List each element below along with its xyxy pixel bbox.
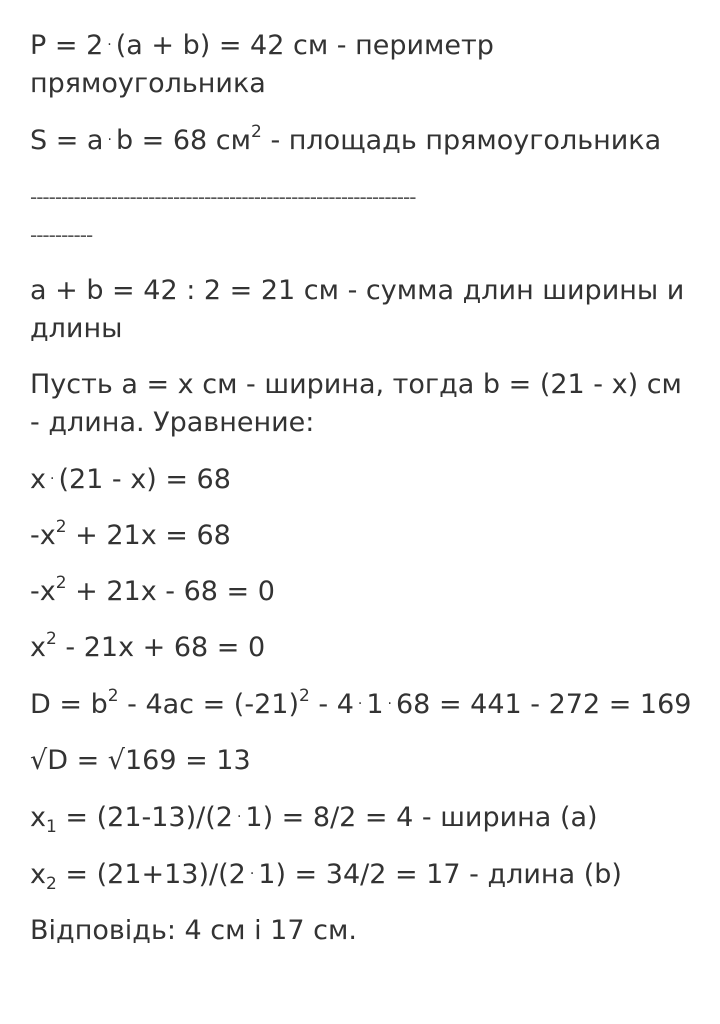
area-part: b = 68 см: [115, 125, 252, 156]
eq2-part: -x: [30, 520, 56, 551]
x1-part: 1) = 8/2 = 4 - ширина (a): [245, 802, 598, 833]
multiply-dot: ·: [49, 471, 55, 487]
disc-part: - 4ac = (-21): [118, 689, 299, 720]
solution-text: [30, 26, 700, 968]
equation-3: [30, 573, 700, 611]
area-part: - площадь прямоугольника: [261, 125, 662, 156]
area-line: [30, 121, 700, 160]
dashed-divider: [30, 178, 700, 254]
x2-subscript: 2: [45, 874, 57, 894]
perimeter-line: [30, 26, 700, 103]
x2-part: x: [30, 859, 46, 890]
divider-bottom: ----------: [30, 223, 93, 247]
equation-4: [30, 629, 700, 667]
eq2-exponent: 2: [55, 517, 67, 537]
eq3-part: -x: [30, 576, 56, 607]
root-x1-line: [30, 798, 700, 837]
perimeter-part: (a + b) = 42 см - периметр прямоугольника: [30, 30, 494, 99]
multiply-dot: ·: [357, 696, 363, 712]
x2-part: = (21+13)/(2: [56, 859, 246, 890]
eq4-part: x: [30, 632, 46, 663]
x1-part: = (21-13)/(2: [56, 802, 233, 833]
equation-1: [30, 460, 700, 499]
let-line: Пусть a = x см - ширина, тогда b = (21 - x) см - длина. Уравнение:: [30, 369, 682, 438]
equation-2: [30, 517, 700, 555]
eq3-exponent: 2: [55, 573, 67, 593]
disc-part: 68 = 441 - 272 = 169: [396, 689, 692, 720]
disc-exponent: 2: [107, 686, 119, 706]
eq4-exponent: 2: [45, 629, 57, 649]
multiply-dot: ·: [107, 132, 112, 148]
area-part: S = a: [30, 125, 104, 156]
eq1-part: x: [30, 464, 46, 495]
eq3-part: + 21x - 68 = 0: [66, 576, 275, 607]
x1-part: x: [30, 802, 46, 833]
root-x2-line: [30, 855, 700, 894]
eq2-part: + 21x = 68: [66, 520, 231, 551]
multiply-dot: ·: [387, 696, 392, 712]
multiply-dot: ·: [107, 37, 112, 53]
perimeter-part: P = 2: [30, 30, 104, 61]
divider-top: --------------------------------------------------------------: [30, 185, 416, 209]
disc-part: 1: [366, 689, 384, 720]
sum-line: a + b = 42 : 2 = 21 см - сумма длин ширины и длины: [30, 275, 685, 344]
multiply-dot: ·: [236, 809, 242, 825]
area-exponent: 2: [251, 122, 262, 142]
answer-line: Відповідь: 4 см і 17 см.: [30, 915, 357, 946]
disc-part: - 4: [309, 689, 354, 720]
x2-part: 1) = 34/2 = 17 - длина (b): [258, 859, 622, 890]
disc-part: D = b: [30, 689, 108, 720]
multiply-dot: ·: [249, 866, 255, 882]
x1-subscript: 1: [45, 817, 57, 837]
eq1-part: (21 - x) = 68: [58, 464, 231, 495]
disc-exponent: 2: [298, 686, 310, 706]
discriminant-line: [30, 685, 700, 724]
sqrt-line: √D = √169 = 13: [30, 745, 251, 776]
eq4-part: - 21x + 68 = 0: [56, 632, 266, 663]
